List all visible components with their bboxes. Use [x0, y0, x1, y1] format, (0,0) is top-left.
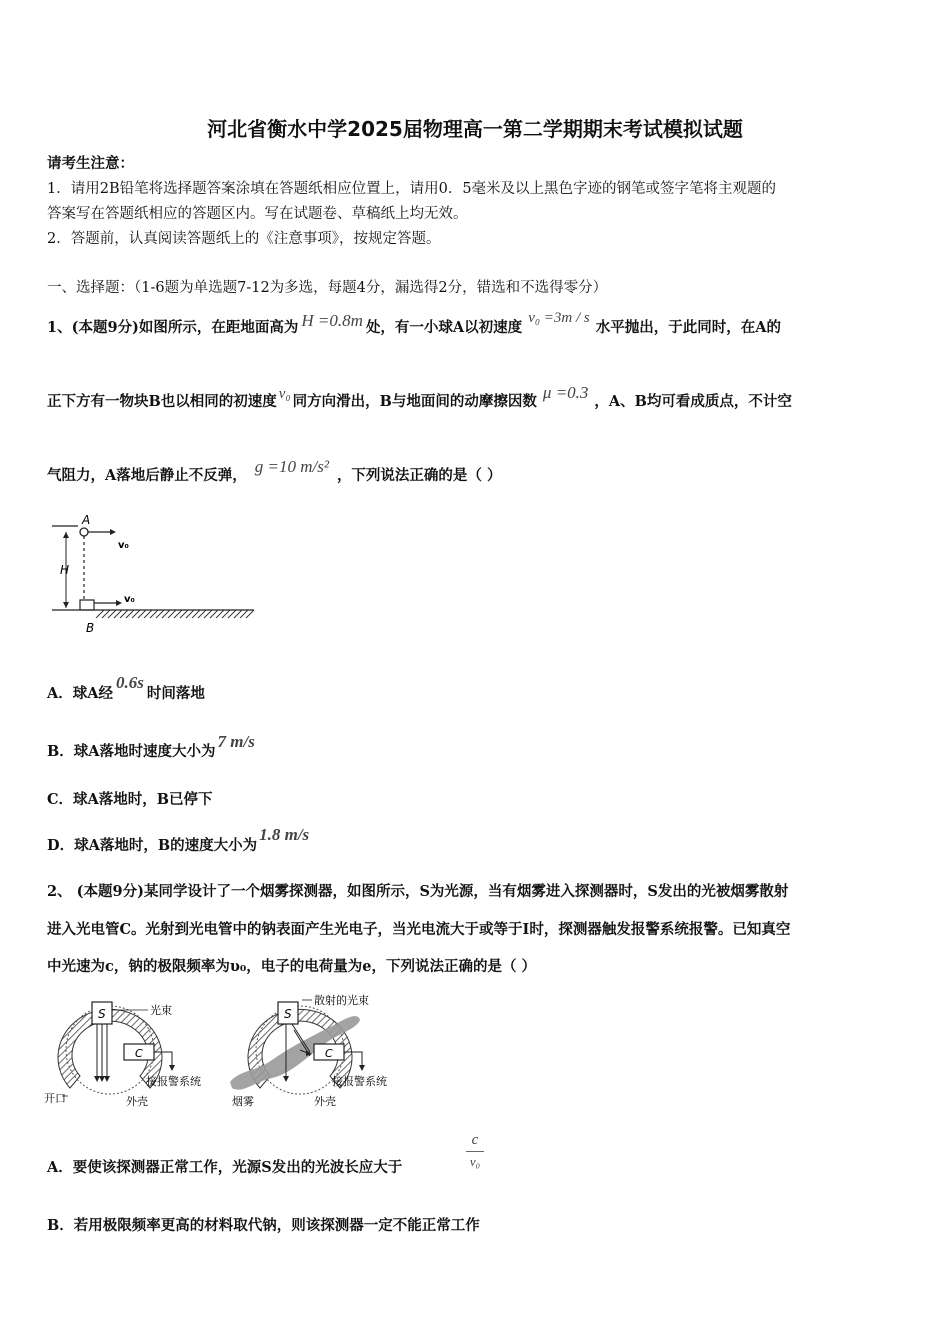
right-c-label: C	[325, 1047, 333, 1060]
q1-figure	[50, 508, 260, 636]
fraction-bar	[466, 1151, 484, 1152]
left-alarm-label: 接报警系统	[146, 1075, 201, 1088]
q1-option-a-post: 时间落地	[146, 685, 205, 702]
q1-option-a-expr: 0.6s	[116, 673, 144, 692]
fig-label-b: B	[86, 621, 95, 635]
q2-option-a-fraction	[466, 1132, 484, 1170]
left-s-label: S	[98, 1007, 106, 1021]
detector-right	[230, 993, 387, 1108]
q1-height-expr: H =0.8m	[301, 311, 363, 330]
q1-line2	[47, 383, 792, 411]
left-c-label: C	[135, 1047, 143, 1060]
right-s-label: S	[284, 1007, 292, 1021]
q1-v0-symbol: v₀	[278, 386, 291, 402]
q2-line1: 2、 (本题9分)某同学设计了一个烟雾探测器，如图所示，S为光源，当有烟雾进入探测器时，S发出的光被烟雾散射	[47, 883, 789, 900]
q1-option-b-pre: B．球A落地时速度大小为	[47, 743, 216, 760]
right-smoke-label: 烟雾	[232, 1095, 254, 1108]
q1-v0-expr: v₀ =3m / s	[528, 310, 590, 326]
left-beam-label: 光束	[150, 1004, 172, 1017]
right-scatter-label: 散射的光束	[314, 994, 369, 1007]
q1-option-a	[47, 673, 205, 703]
q1-option-d-pre: D．球A落地时，B的速度大小为	[47, 837, 258, 854]
q1-option-c: C．球A落地时，B已停下	[47, 791, 213, 808]
q1-mu-expr: μ =0.3	[542, 383, 589, 402]
fraction-numerator: c	[471, 1132, 479, 1148]
ball-a	[80, 528, 88, 536]
fig-label-v0-bottom: v₀	[124, 594, 135, 605]
q2-option-a: A．要使该探测器正常工作，光源S发出的光波长应大于	[47, 1159, 403, 1176]
notice-line-2: 2．答题前，认真阅读答题纸上的《注意事项》，按规定答题。	[47, 231, 441, 247]
fraction-denominator: v₀	[469, 1154, 481, 1169]
q1-text-h: ，下列说法正确的是（ ）	[336, 467, 502, 484]
q1-option-a-pre: A．球A经	[47, 685, 114, 702]
q1-option-d	[47, 825, 311, 855]
q1-option-b-expr: 7 m/s	[217, 732, 255, 751]
page-title: 河北省衡水中学2025届物理高一第二学期期末考试模拟试题	[207, 117, 743, 141]
notice-line-1b: 答案写在答题纸相应的答题区内。写在试题卷、草稿纸上均无效。	[47, 206, 468, 222]
q2-line2: 进入光电管C。光射到光电管中的钠表面产生光电子，当光电流大于或等于I时，探测器触发报警系统报警。已知真空	[47, 921, 791, 938]
q1-line3	[47, 457, 502, 485]
q1-text-f: ，A、B均可看成质点，不计空	[594, 393, 792, 410]
q1-option-d-expr: 1.8 m/s	[259, 825, 310, 844]
q1-text-a: 1、(本题9分)如图所示，在距地面高为	[47, 319, 299, 336]
left-shell-label: 外壳	[126, 1095, 148, 1108]
q2-figure	[40, 990, 400, 1112]
fig-label-h: H	[60, 563, 70, 577]
q2-line3: 中光速为c，钠的极限频率为υ₀，电子的电荷量为e，下列说法正确的是（ ）	[47, 958, 537, 975]
q1-text-b: 处，有一小球A以初速度	[365, 319, 523, 336]
q1-line1	[47, 310, 782, 337]
detector-left	[44, 1002, 201, 1108]
q1-text-e: 同方向滑出，B与地面间的动摩擦因数	[292, 393, 537, 410]
notice-heading: 请考生注意：	[47, 155, 134, 172]
notice-line-1: 1．请用2B铅笔将选择题答案涂填在答题纸相应位置上，请用0．5毫米及以上黑色字迹的钢笔或签字笔将主观题的	[47, 181, 777, 197]
section-heading: 一、选择题：（1-6题为单选题7-12为多选，每题4分，漏选得2分，错选和不选得零分）	[47, 280, 608, 296]
q1-text-c: 水平抛出，于此同时，在A的	[595, 319, 782, 336]
ground-hatch	[96, 610, 254, 618]
q1-text-d: 正下方有一物块B也以相同的初速度	[47, 393, 277, 410]
block-b	[80, 600, 94, 610]
q1-option-b	[47, 732, 257, 761]
right-shell-label: 外壳	[314, 1095, 336, 1108]
q1-text-g: 气阻力，A落地后静止不反弹，	[47, 467, 247, 484]
fig-label-v0-top: v₀	[118, 540, 129, 551]
q1-g-expr: g =10 m/s²	[254, 457, 329, 476]
right-alarm-label: 接报警系统	[332, 1075, 387, 1088]
left-opening-label: 开口	[44, 1092, 66, 1105]
q2-option-b: B．若用极限频率更高的材料取代钠，则该探测器一定不能正常工作	[47, 1217, 480, 1234]
fig-label-a: A	[82, 513, 91, 527]
